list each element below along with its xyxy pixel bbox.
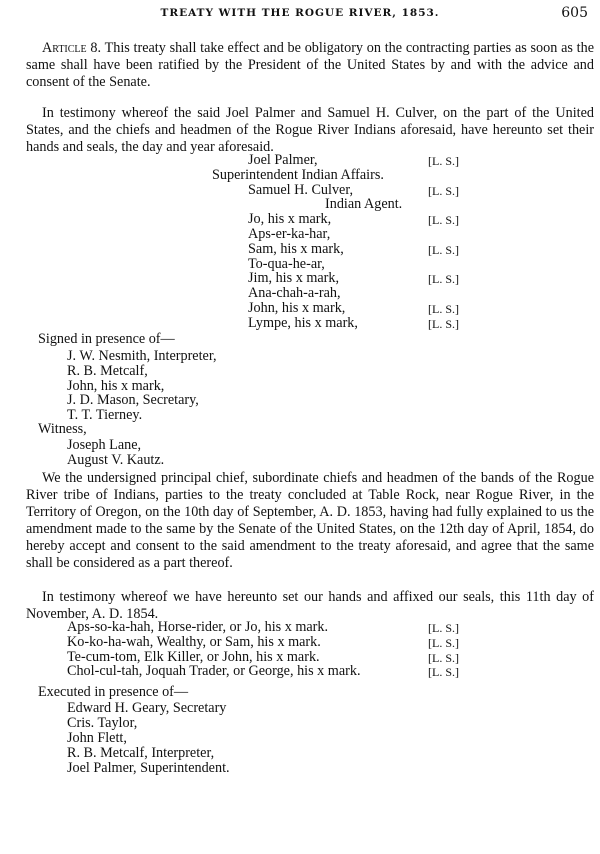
signatory-line: Lympe, his x mark, — [248, 314, 358, 331]
amendment-paragraph: We the undersigned principal chief, subordinate chiefs and headmen of the bands of the Rogue River tribe of Indians, parties to the treaty concluded at Table Rock, near Rogue River, in the Territory of Oregon, on the 10th day of September, A. D. 1853, having had fully explained to us the amendment made to the same by the Senate of the United States, on the 12th day of April, 1854, do hereby accept and consent to the said amendment to the treaty aforesaid, and agree that the same shall be considered as a part thereof. — [26, 470, 594, 571]
page-number: 605 — [561, 5, 588, 21]
testimony-paragraph: In testimony whereof the said Joel Palmer and Samuel H. Culver, on the part of the United States, and the chiefs and headmen of the Rogue River Indians aforesaid, have hereunto set their hands and seals, the day and year aforesaid. — [26, 105, 594, 155]
page-header — [0, 7, 600, 23]
signatory-line: Sam, his x mark, — [248, 240, 344, 257]
presence-name: T. T. Tierney. — [67, 407, 143, 424]
seal-mark: [L. S.] — [428, 213, 459, 228]
seal-mark: [L. S.] — [428, 635, 459, 650]
seal-mark: [L. S.] — [428, 242, 459, 257]
chief-line: Te-cum-tom, Elk Killer, or John, his x mark. — [67, 648, 320, 665]
witness-name: Joseph Lane, — [67, 437, 142, 453]
seal-mark: [L. S.] — [428, 302, 459, 316]
signatory-line: Indian Agent. — [325, 196, 403, 213]
chief-line: Ko-ko-ha-wah, Wealthy, or Sam, his x mark. — [67, 633, 321, 650]
witness-name: August V. Kautz. — [67, 452, 165, 468]
seal-mark: [L. S.] — [428, 183, 459, 198]
chief-line: Aps-so-ka-hah, Horse-rider, or Jo, his x mark. — [67, 619, 329, 635]
signatory-line: Joel Palmer, — [248, 152, 318, 168]
article-text: This treaty shall take effect and be obligatory on the contracting parties as soon as the same shall have been ratified by the President of the United States by and with the advice and consent of the Senate. — [26, 40, 595, 90]
article-8-paragraph — [26, 40, 594, 91]
signatory-line: Ana-chah-a-rah, — [248, 285, 341, 302]
signatory-line: Samuel H. Culver, — [248, 181, 354, 198]
presence-name: John, his x mark, — [67, 377, 165, 394]
witness-heading: Witness, — [38, 421, 87, 437]
executed-name: Joel Palmer, Superintendent. — [67, 760, 230, 776]
presence-name: J. W. Nesmith, Interpreter, — [67, 348, 217, 364]
signatory-line: John, his x mark, — [248, 300, 346, 316]
signatory-line: Aps-er-ka-har, — [248, 226, 331, 242]
seal-mark: [L. S.] — [428, 316, 459, 331]
seal-mark: [L. S.] — [428, 154, 459, 168]
presence-heading: Signed in presence of— — [38, 331, 175, 347]
executed-name: Edward H. Geary, Secretary — [67, 700, 227, 716]
signatory-line: Jo, his x mark, — [248, 211, 332, 228]
seal-mark: [L. S.] — [428, 650, 459, 665]
chief-line: Chol-cul-tah, Joquah Trader, or George, his x mark. — [67, 663, 361, 680]
executed-heading: Executed in presence of— — [38, 684, 189, 700]
running-title: TREATY WITH THE ROGUE RIVER, 1853. — [160, 7, 440, 19]
presence-name: J. D. Mason, Secretary, — [67, 392, 199, 409]
signatory-line: To-qua-he-ar, — [248, 255, 325, 272]
testimony-2-paragraph: In testimony whereof we have hereunto set our hands and affixed our seals, this 11th day of November, A. D. 1854. — [26, 589, 594, 622]
seal-mark: [L. S.] — [428, 272, 459, 287]
executed-name: R. B. Metcalf, Interpreter, — [67, 745, 215, 761]
article-label: Article 8. — [42, 40, 102, 56]
seal-mark: [L. S.] — [428, 621, 459, 635]
presence-name: R. B. Metcalf, — [67, 362, 148, 379]
executed-name: Cris. Taylor, — [67, 715, 138, 731]
executed-name: John Flett, — [67, 730, 127, 746]
signatory-line: Superintendent Indian Affairs. — [212, 166, 384, 183]
seal-mark: [L. S.] — [428, 665, 459, 680]
signatory-line: Jim, his x mark, — [248, 270, 340, 287]
